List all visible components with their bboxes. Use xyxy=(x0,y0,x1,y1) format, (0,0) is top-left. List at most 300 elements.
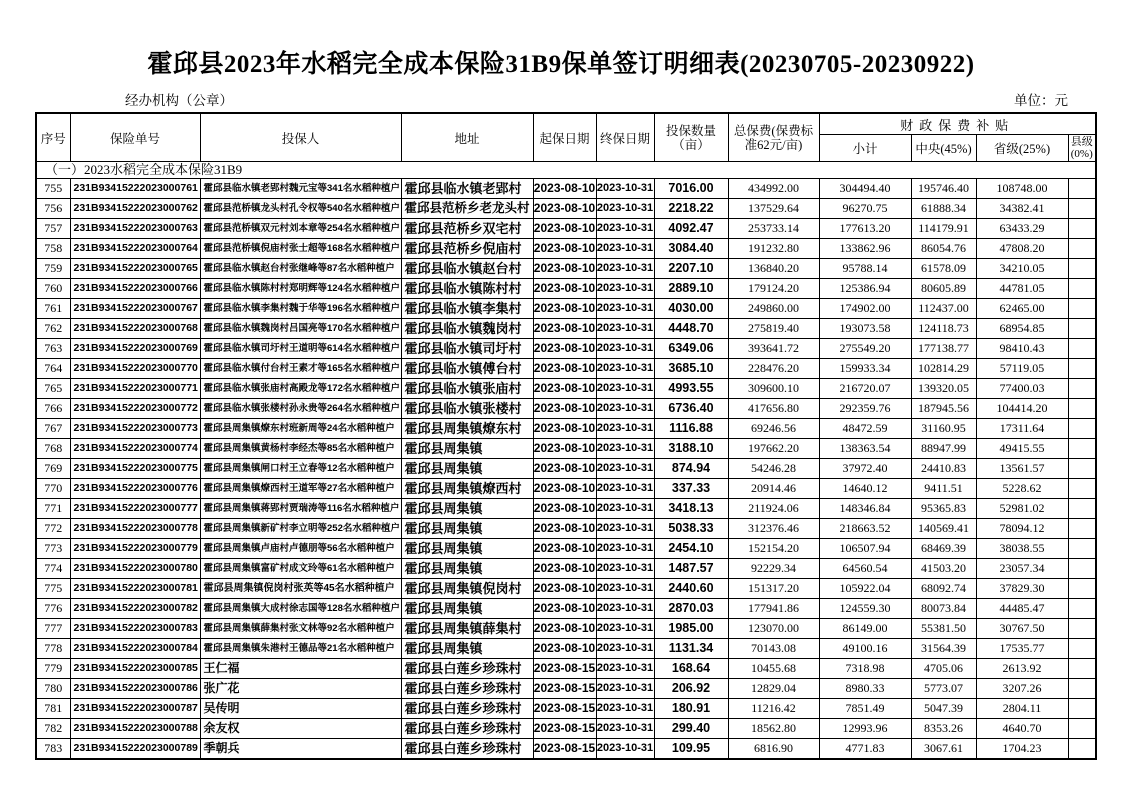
cell-quantity: 2218.22 xyxy=(654,199,728,219)
cell-central: 68092.74 xyxy=(911,579,976,599)
cell-county xyxy=(1068,479,1096,499)
cell-policy-no: 231B93415222023000783 xyxy=(70,619,200,639)
cell-subtotal: 148346.84 xyxy=(819,499,911,519)
cell-end-date: 2023-10-31 xyxy=(596,439,654,459)
cell-subtotal: 105922.04 xyxy=(819,579,911,599)
cell-provincial: 30767.50 xyxy=(976,619,1068,639)
cell-subtotal: 7851.49 xyxy=(819,699,911,719)
cell-premium: 69246.56 xyxy=(728,419,819,439)
cell-provincial: 44485.47 xyxy=(976,599,1068,619)
cell-start-date: 2023-08-15 xyxy=(533,679,596,699)
cell-seq: 768 xyxy=(36,439,70,459)
cell-subtotal: 49100.16 xyxy=(819,639,911,659)
cell-address: 霍邱县临水镇陈村村 xyxy=(401,279,533,299)
cell-subtotal: 159933.34 xyxy=(819,359,911,379)
cell-end-date: 2023-10-31 xyxy=(596,479,654,499)
table-row xyxy=(36,379,1096,399)
cell-central: 31160.95 xyxy=(911,419,976,439)
cell-central: 31564.39 xyxy=(911,639,976,659)
table-row xyxy=(36,239,1096,259)
cell-insured: 霍邱县范桥镇龙头村孔令权等540名水稻种植户 xyxy=(200,199,401,219)
cell-insured: 霍邱县周集镇新矿村李立明等252名水稻种植户 xyxy=(200,519,401,539)
cell-end-date: 2023-10-31 xyxy=(596,619,654,639)
cell-provincial: 3207.26 xyxy=(976,679,1068,699)
cell-end-date: 2023-10-31 xyxy=(596,739,654,760)
cell-quantity: 1116.88 xyxy=(654,419,728,439)
cell-quantity: 2870.03 xyxy=(654,599,728,619)
cell-quantity: 3418.13 xyxy=(654,499,728,519)
cell-end-date: 2023-10-31 xyxy=(596,279,654,299)
cell-address: 霍邱县临水镇张楼村 xyxy=(401,399,533,419)
table-row xyxy=(36,299,1096,319)
cell-address: 霍邱县临水镇赵台村 xyxy=(401,259,533,279)
cell-end-date: 2023-10-31 xyxy=(596,419,654,439)
cell-policy-no: 231B93415222023000768 xyxy=(70,319,200,339)
cell-policy-no: 231B93415222023000778 xyxy=(70,519,200,539)
cell-policy-no: 231B93415222023000764 xyxy=(70,239,200,259)
cell-policy-no: 231B93415222023000763 xyxy=(70,219,200,239)
cell-start-date: 2023-08-10 xyxy=(533,359,596,379)
cell-quantity: 6736.40 xyxy=(654,399,728,419)
cell-quantity: 1985.00 xyxy=(654,619,728,639)
cell-start-date: 2023-08-10 xyxy=(533,319,596,339)
table-row xyxy=(36,219,1096,239)
cell-provincial: 1704.23 xyxy=(976,739,1068,760)
cell-central: 177138.77 xyxy=(911,339,976,359)
cell-county xyxy=(1068,299,1096,319)
cell-address: 霍邱县周集镇 xyxy=(401,439,533,459)
header-start-date: 起保日期 xyxy=(533,113,596,162)
cell-insured: 霍邱县临水镇赵台村张继峰等87名水稻种植户 xyxy=(200,259,401,279)
cell-premium: 249860.00 xyxy=(728,299,819,319)
cell-premium: 253733.14 xyxy=(728,219,819,239)
cell-central: 4705.06 xyxy=(911,659,976,679)
cell-address: 霍邱县范桥乡双宅村 xyxy=(401,219,533,239)
cell-county xyxy=(1068,619,1096,639)
cell-premium: 417656.80 xyxy=(728,399,819,419)
cell-address: 霍邱县范桥乡老龙头村 xyxy=(401,199,533,219)
cell-end-date: 2023-10-31 xyxy=(596,379,654,399)
cell-subtotal: 8980.33 xyxy=(819,679,911,699)
cell-quantity: 4092.47 xyxy=(654,219,728,239)
cell-policy-no: 231B93415222023000769 xyxy=(70,339,200,359)
cell-provincial: 63433.29 xyxy=(976,219,1068,239)
cell-insured: 霍邱县周集镇黄杨村李经杰等85名水稻种植户 xyxy=(200,439,401,459)
cell-start-date: 2023-08-10 xyxy=(533,199,596,219)
cell-insured: 霍邱县周集镇燎东村班新周等24名水稻种植户 xyxy=(200,419,401,439)
cell-subtotal: 12993.96 xyxy=(819,719,911,739)
cell-provincial: 17311.64 xyxy=(976,419,1068,439)
cell-county xyxy=(1068,439,1096,459)
cell-central: 88947.99 xyxy=(911,439,976,459)
cell-subtotal: 138363.54 xyxy=(819,439,911,459)
cell-premium: 312376.46 xyxy=(728,519,819,539)
cell-county xyxy=(1068,379,1096,399)
table-row xyxy=(36,739,1096,760)
cell-subtotal: 292359.76 xyxy=(819,399,911,419)
cell-subtotal: 37972.40 xyxy=(819,459,911,479)
cell-quantity: 4030.00 xyxy=(654,299,728,319)
cell-provincial: 34210.05 xyxy=(976,259,1068,279)
cell-end-date: 2023-10-31 xyxy=(596,399,654,419)
cell-insured: 霍邱县周集镇大成村徐志国等128名水稻种植户 xyxy=(200,599,401,619)
cell-central: 41503.20 xyxy=(911,559,976,579)
cell-subtotal: 133862.96 xyxy=(819,239,911,259)
cell-end-date: 2023-10-31 xyxy=(596,319,654,339)
cell-start-date: 2023-08-10 xyxy=(533,559,596,579)
cell-seq: 756 xyxy=(36,199,70,219)
cell-quantity: 2440.60 xyxy=(654,579,728,599)
cell-seq: 765 xyxy=(36,379,70,399)
cell-address: 霍邱县白莲乡珍珠村 xyxy=(401,699,533,719)
header-policy-no: 保险单号 xyxy=(70,113,200,162)
cell-insured: 吴传明 xyxy=(200,699,401,719)
cell-policy-no: 231B93415222023000777 xyxy=(70,499,200,519)
cell-premium: 309600.10 xyxy=(728,379,819,399)
cell-address: 霍邱县范桥乡倪庙村 xyxy=(401,239,533,259)
table-row xyxy=(36,199,1096,219)
cell-premium: 197662.20 xyxy=(728,439,819,459)
cell-policy-no: 231B93415222023000781 xyxy=(70,579,200,599)
cell-start-date: 2023-08-15 xyxy=(533,719,596,739)
cell-county xyxy=(1068,739,1096,760)
table-row xyxy=(36,279,1096,299)
cell-address: 霍邱县白莲乡珍珠村 xyxy=(401,679,533,699)
cell-policy-no: 231B93415222023000776 xyxy=(70,479,200,499)
cell-provincial: 57119.05 xyxy=(976,359,1068,379)
cell-county xyxy=(1068,599,1096,619)
cell-end-date: 2023-10-31 xyxy=(596,559,654,579)
cell-premium: 152154.20 xyxy=(728,539,819,559)
cell-premium: 211924.06 xyxy=(728,499,819,519)
cell-subtotal: 48472.59 xyxy=(819,419,911,439)
cell-central: 61578.09 xyxy=(911,259,976,279)
cell-insured: 霍邱县临水镇老郢村魏元宝等341名水稻种植户 xyxy=(200,179,401,199)
cell-subtotal: 86149.00 xyxy=(819,619,911,639)
cell-insured: 霍邱县临水镇魏岗村吕国亮等170名水稻种植户 xyxy=(200,319,401,339)
cell-seq: 777 xyxy=(36,619,70,639)
cell-premium: 179124.20 xyxy=(728,279,819,299)
cell-provincial: 68954.85 xyxy=(976,319,1068,339)
cell-seq: 781 xyxy=(36,699,70,719)
cell-county xyxy=(1068,659,1096,679)
cell-subtotal: 218663.52 xyxy=(819,519,911,539)
cell-seq: 755 xyxy=(36,179,70,199)
cell-policy-no: 231B93415222023000775 xyxy=(70,459,200,479)
cell-policy-no: 231B93415222023000767 xyxy=(70,299,200,319)
cell-central: 55381.50 xyxy=(911,619,976,639)
cell-address: 霍邱县临水镇司圩村 xyxy=(401,339,533,359)
cell-central: 61888.34 xyxy=(911,199,976,219)
cell-seq: 773 xyxy=(36,539,70,559)
page-title: 霍邱县2023年水稻完全成本保险31B9保单签订明细表(20230705-20230922) xyxy=(147,51,975,78)
cell-quantity: 2207.10 xyxy=(654,259,728,279)
cell-county xyxy=(1068,579,1096,599)
cell-seq: 770 xyxy=(36,479,70,499)
cell-seq: 763 xyxy=(36,339,70,359)
cell-seq: 760 xyxy=(36,279,70,299)
cell-insured: 霍邱县临水镇李集村魏于华等196名水稻种植户 xyxy=(200,299,401,319)
cell-seq: 772 xyxy=(36,519,70,539)
cell-address: 霍邱县周集镇倪岗村 xyxy=(401,579,533,599)
cell-provincial: 104414.20 xyxy=(976,399,1068,419)
cell-address: 霍邱县临水镇李集村 xyxy=(401,299,533,319)
cell-policy-no: 231B93415222023000782 xyxy=(70,599,200,619)
cell-premium: 18562.80 xyxy=(728,719,819,739)
table-row xyxy=(36,419,1096,439)
table-row xyxy=(36,659,1096,679)
cell-address: 霍邱县周集镇 xyxy=(401,559,533,579)
cell-seq: 767 xyxy=(36,419,70,439)
cell-subtotal: 174902.00 xyxy=(819,299,911,319)
cell-start-date: 2023-08-10 xyxy=(533,379,596,399)
cell-end-date: 2023-10-31 xyxy=(596,339,654,359)
cell-premium: 6816.90 xyxy=(728,739,819,760)
cell-central: 9411.51 xyxy=(911,479,976,499)
table-row xyxy=(36,319,1096,339)
cell-county xyxy=(1068,679,1096,699)
header-subtotal: 小计 xyxy=(819,135,911,162)
cell-provincial: 49415.55 xyxy=(976,439,1068,459)
policy-table xyxy=(35,112,1097,760)
cell-central: 102814.29 xyxy=(911,359,976,379)
header-provincial: 省级(25%) xyxy=(976,135,1068,162)
cell-premium: 11216.42 xyxy=(728,699,819,719)
cell-address: 霍邱县白莲乡珍珠村 xyxy=(401,739,533,760)
cell-seq: 776 xyxy=(36,599,70,619)
cell-premium: 275819.40 xyxy=(728,319,819,339)
cell-start-date: 2023-08-10 xyxy=(533,239,596,259)
cell-provincial: 34382.41 xyxy=(976,199,1068,219)
cell-policy-no: 231B93415222023000772 xyxy=(70,399,200,419)
table-row xyxy=(36,499,1096,519)
cell-end-date: 2023-10-31 xyxy=(596,199,654,219)
cell-end-date: 2023-10-31 xyxy=(596,239,654,259)
table-row xyxy=(36,459,1096,479)
cell-end-date: 2023-10-31 xyxy=(596,219,654,239)
cell-end-date: 2023-10-31 xyxy=(596,539,654,559)
cell-county xyxy=(1068,399,1096,419)
table-row xyxy=(36,479,1096,499)
cell-quantity: 206.92 xyxy=(654,679,728,699)
cell-central: 139320.05 xyxy=(911,379,976,399)
cell-end-date: 2023-10-31 xyxy=(596,299,654,319)
cell-address: 霍邱县临水镇傅台村 xyxy=(401,359,533,379)
cell-start-date: 2023-08-15 xyxy=(533,739,596,760)
table-row xyxy=(36,339,1096,359)
cell-end-date: 2023-10-31 xyxy=(596,579,654,599)
cell-subtotal: 4771.83 xyxy=(819,739,911,760)
cell-quantity: 3685.10 xyxy=(654,359,728,379)
cell-premium: 12829.04 xyxy=(728,679,819,699)
header-subsidy-group: 财政保费补贴 xyxy=(819,113,1096,135)
cell-policy-no: 231B93415222023000786 xyxy=(70,679,200,699)
table-row xyxy=(36,179,1096,199)
cell-quantity: 2454.10 xyxy=(654,539,728,559)
section-title: （一）2023水稻完全成本保险31B9 xyxy=(36,162,1096,179)
cell-provincial: 2613.92 xyxy=(976,659,1068,679)
cell-address: 霍邱县周集镇 xyxy=(401,519,533,539)
cell-address: 霍邱县白莲乡珍珠村 xyxy=(401,659,533,679)
cell-provincial: 5228.62 xyxy=(976,479,1068,499)
cell-end-date: 2023-10-31 xyxy=(596,639,654,659)
cell-end-date: 2023-10-31 xyxy=(596,259,654,279)
table-row xyxy=(36,519,1096,539)
cell-quantity: 1487.57 xyxy=(654,559,728,579)
cell-premium: 70143.08 xyxy=(728,639,819,659)
cell-seq: 771 xyxy=(36,499,70,519)
cell-quantity: 4448.70 xyxy=(654,319,728,339)
table-body xyxy=(36,162,1096,760)
cell-start-date: 2023-08-10 xyxy=(533,519,596,539)
cell-insured: 霍邱县临水镇张庙村高殿龙等172名水稻种植户 xyxy=(200,379,401,399)
cell-provincial: 98410.43 xyxy=(976,339,1068,359)
cell-provincial: 52981.02 xyxy=(976,499,1068,519)
cell-premium: 20914.46 xyxy=(728,479,819,499)
header-quantity: 投保数量（亩） xyxy=(654,113,728,162)
cell-address: 霍邱县周集镇薛集村 xyxy=(401,619,533,639)
cell-central: 114179.91 xyxy=(911,219,976,239)
cell-premium: 92229.34 xyxy=(728,559,819,579)
cell-central: 24410.83 xyxy=(911,459,976,479)
cell-county xyxy=(1068,699,1096,719)
cell-insured: 霍邱县范桥镇双元村刘本章等254名水稻种植户 xyxy=(200,219,401,239)
cell-address: 霍邱县周集镇 xyxy=(401,639,533,659)
table-row xyxy=(36,719,1096,739)
cell-seq: 758 xyxy=(36,239,70,259)
cell-subtotal: 64560.54 xyxy=(819,559,911,579)
cell-provincial: 17535.77 xyxy=(976,639,1068,659)
cell-policy-no: 231B93415222023000785 xyxy=(70,659,200,679)
cell-central: 86054.76 xyxy=(911,239,976,259)
cell-subtotal: 177613.20 xyxy=(819,219,911,239)
cell-central: 5047.39 xyxy=(911,699,976,719)
cell-quantity: 3084.40 xyxy=(654,239,728,259)
cell-county xyxy=(1068,179,1096,199)
cell-premium: 393641.72 xyxy=(728,339,819,359)
cell-quantity: 1131.34 xyxy=(654,639,728,659)
cell-county xyxy=(1068,319,1096,339)
cell-county xyxy=(1068,239,1096,259)
cell-central: 187945.56 xyxy=(911,399,976,419)
cell-county xyxy=(1068,519,1096,539)
cell-insured: 霍邱县范桥镇倪庙村张士超等168名水稻种植户 xyxy=(200,239,401,259)
header-premium: 总保费(保费标准62元/亩) xyxy=(728,113,819,162)
table-row xyxy=(36,539,1096,559)
cell-county xyxy=(1068,279,1096,299)
cell-seq: 769 xyxy=(36,459,70,479)
cell-county xyxy=(1068,359,1096,379)
cell-start-date: 2023-08-10 xyxy=(533,639,596,659)
table-row xyxy=(36,639,1096,659)
cell-premium: 191232.80 xyxy=(728,239,819,259)
cell-quantity: 109.95 xyxy=(654,739,728,760)
cell-premium: 123070.00 xyxy=(728,619,819,639)
cell-start-date: 2023-08-10 xyxy=(533,619,596,639)
cell-central: 8353.26 xyxy=(911,719,976,739)
cell-county xyxy=(1068,259,1096,279)
cell-provincial: 4640.70 xyxy=(976,719,1068,739)
cell-premium: 151317.20 xyxy=(728,579,819,599)
cell-subtotal: 7318.98 xyxy=(819,659,911,679)
cell-subtotal: 96270.75 xyxy=(819,199,911,219)
cell-subtotal: 275549.20 xyxy=(819,339,911,359)
cell-address: 霍邱县周集镇燎西村 xyxy=(401,479,533,499)
cell-end-date: 2023-10-31 xyxy=(596,459,654,479)
cell-quantity: 5038.33 xyxy=(654,519,728,539)
cell-central: 5773.07 xyxy=(911,679,976,699)
cell-county xyxy=(1068,339,1096,359)
cell-policy-no: 231B93415222023000773 xyxy=(70,419,200,439)
cell-quantity: 2889.10 xyxy=(654,279,728,299)
cell-quantity: 874.94 xyxy=(654,459,728,479)
cell-policy-no: 231B93415222023000779 xyxy=(70,539,200,559)
cell-start-date: 2023-08-10 xyxy=(533,399,596,419)
cell-subtotal: 193073.58 xyxy=(819,319,911,339)
cell-central: 68469.39 xyxy=(911,539,976,559)
cell-seq: 761 xyxy=(36,299,70,319)
cell-provincial: 38038.55 xyxy=(976,539,1068,559)
cell-policy-no: 231B93415222023000765 xyxy=(70,259,200,279)
cell-quantity: 337.33 xyxy=(654,479,728,499)
cell-policy-no: 231B93415222023000771 xyxy=(70,379,200,399)
cell-central: 195746.40 xyxy=(911,179,976,199)
cell-end-date: 2023-10-31 xyxy=(596,699,654,719)
header-central: 中央(45%) xyxy=(911,135,976,162)
cell-seq: 775 xyxy=(36,579,70,599)
cell-start-date: 2023-08-10 xyxy=(533,479,596,499)
table-row xyxy=(36,679,1096,699)
meta-row xyxy=(0,89,1122,109)
cell-insured: 霍邱县周集镇卢庙村卢德朋等56名水稻种植户 xyxy=(200,539,401,559)
cell-subtotal: 216720.07 xyxy=(819,379,911,399)
cell-seq: 780 xyxy=(36,679,70,699)
cell-quantity: 299.40 xyxy=(654,719,728,739)
cell-central: 80605.89 xyxy=(911,279,976,299)
cell-insured: 霍邱县周集镇薛集村张文林等92名水稻种植户 xyxy=(200,619,401,639)
header-seq: 序号 xyxy=(36,113,70,162)
cell-provincial: 62465.00 xyxy=(976,299,1068,319)
cell-central: 3067.61 xyxy=(911,739,976,760)
cell-start-date: 2023-08-10 xyxy=(533,539,596,559)
table-row xyxy=(36,399,1096,419)
cell-quantity: 7016.00 xyxy=(654,179,728,199)
cell-seq: 778 xyxy=(36,639,70,659)
header-end-date: 终保日期 xyxy=(596,113,654,162)
cell-insured: 霍邱县临水镇司圩村王道明等614名水稻种植户 xyxy=(200,339,401,359)
cell-subtotal: 14640.12 xyxy=(819,479,911,499)
cell-end-date: 2023-10-31 xyxy=(596,179,654,199)
header-insured: 投保人 xyxy=(200,113,401,162)
cell-end-date: 2023-10-31 xyxy=(596,679,654,699)
cell-address: 霍邱县临水镇老郢村 xyxy=(401,179,533,199)
cell-start-date: 2023-08-10 xyxy=(533,419,596,439)
cell-policy-no: 231B93415222023000766 xyxy=(70,279,200,299)
cell-county xyxy=(1068,219,1096,239)
cell-insured: 霍邱县周集镇蒋郢村贾瑞涛等116名水稻种植户 xyxy=(200,499,401,519)
cell-premium: 137529.64 xyxy=(728,199,819,219)
cell-quantity: 4993.55 xyxy=(654,379,728,399)
table-row xyxy=(36,579,1096,599)
cell-address: 霍邱县白莲乡珍珠村 xyxy=(401,719,533,739)
cell-premium: 177941.86 xyxy=(728,599,819,619)
table-row xyxy=(36,619,1096,639)
cell-policy-no: 231B93415222023000787 xyxy=(70,699,200,719)
cell-end-date: 2023-10-31 xyxy=(596,499,654,519)
cell-end-date: 2023-10-31 xyxy=(596,719,654,739)
cell-insured: 季朝兵 xyxy=(200,739,401,760)
table-row xyxy=(36,559,1096,579)
